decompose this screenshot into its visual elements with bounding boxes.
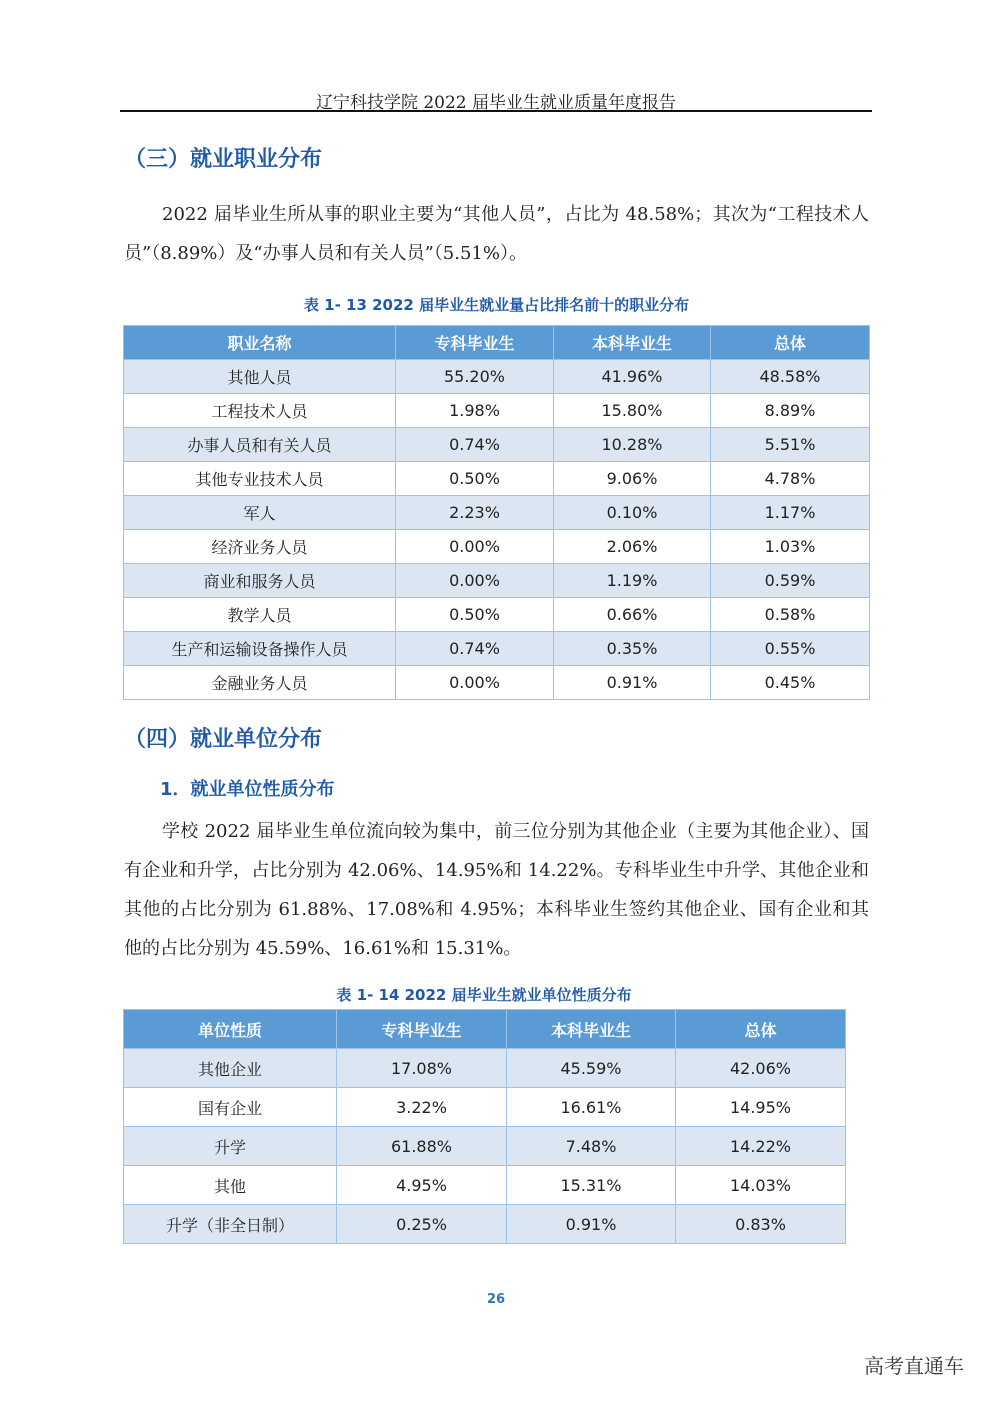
value-cell: 0.50% — [396, 598, 554, 632]
value-cell: 1.19% — [554, 564, 711, 598]
value-cell: 1.17% — [711, 496, 870, 530]
value-cell: 4.95% — [337, 1166, 507, 1205]
value-cell: 42.06% — [676, 1049, 846, 1088]
value-cell: 41.96% — [554, 360, 711, 394]
table-row — [124, 496, 870, 530]
value-cell: 0.74% — [396, 428, 554, 462]
value-cell: 0.00% — [396, 666, 554, 700]
section-3-heading: （三）就业职业分布 — [124, 147, 323, 172]
value-cell: 0.91% — [554, 666, 711, 700]
value-cell: 5.51% — [711, 428, 870, 462]
value-cell: 2.23% — [396, 496, 554, 530]
value-cell: 0.74% — [396, 632, 554, 666]
row-label-cell: 升学（非全日制） — [124, 1205, 337, 1244]
header-cell: 总体 — [711, 326, 870, 360]
table-row — [124, 1127, 846, 1166]
header-cell: 专科毕业生 — [396, 326, 554, 360]
watermark-text: 高考直通车 — [864, 1354, 964, 1378]
row-label-cell: 国有企业 — [124, 1088, 337, 1127]
page-number: 26 — [486, 1292, 506, 1307]
table-header-row — [124, 326, 870, 360]
value-cell: 10.28% — [554, 428, 711, 462]
table-1-13-caption: 表 1- 13 2022 届毕业生就业量占比排名前十的职业分布 — [303, 296, 690, 314]
row-label-cell: 升学 — [124, 1127, 337, 1166]
table-row — [124, 564, 870, 598]
value-cell: 9.06% — [554, 462, 711, 496]
value-cell: 45.59% — [507, 1049, 676, 1088]
value-cell: 15.80% — [554, 394, 711, 428]
table-row — [124, 598, 870, 632]
row-label-cell: 商业和服务人员 — [124, 564, 396, 598]
table-row — [124, 1166, 846, 1205]
table-row — [124, 360, 870, 394]
value-cell: 0.83% — [676, 1205, 846, 1244]
value-cell: 17.08% — [337, 1049, 507, 1088]
row-label-cell: 其他企业 — [124, 1049, 337, 1088]
value-cell: 4.78% — [711, 462, 870, 496]
table-row — [124, 632, 870, 666]
value-cell: 1.98% — [396, 394, 554, 428]
value-cell: 0.25% — [337, 1205, 507, 1244]
header-cell: 本科毕业生 — [507, 1010, 676, 1049]
value-cell: 0.10% — [554, 496, 711, 530]
value-cell: 0.91% — [507, 1205, 676, 1244]
section-4-paragraph: 学校 2022 届毕业生单位流向较为集中，前三位分别为其他企业（主要为其他企业）、国有企业和升学，占比分别为 42.06%、14.95%和 14.22%。专科毕业生中升学、其他企业和其他的占比分别为 61.88%、17.08%和 4.95%；本科毕业生签约其他企业、国有企业和其他的占比分别为 45.59%、16.61%和 15.31%。 — [124, 821, 869, 959]
value-cell: 16.61% — [507, 1088, 676, 1127]
header-cell: 本科毕业生 — [554, 326, 711, 360]
row-label-cell: 金融业务人员 — [124, 666, 396, 700]
value-cell: 55.20% — [396, 360, 554, 394]
table-row — [124, 462, 870, 496]
value-cell: 2.06% — [554, 530, 711, 564]
table-row — [124, 530, 870, 564]
header-cell: 单位性质 — [124, 1010, 337, 1049]
row-label-cell: 教学人员 — [124, 598, 396, 632]
value-cell: 0.00% — [396, 530, 554, 564]
header-divider — [120, 110, 872, 112]
row-label-cell: 工程技术人员 — [124, 394, 396, 428]
table-row — [124, 666, 870, 700]
header-cell: 总体 — [676, 1010, 846, 1049]
value-cell: 8.89% — [711, 394, 870, 428]
value-cell: 0.55% — [711, 632, 870, 666]
table-1-14-caption: 表 1- 14 2022 届毕业生就业单位性质分布 — [336, 986, 632, 1004]
value-cell: 3.22% — [337, 1088, 507, 1127]
value-cell: 14.95% — [676, 1088, 846, 1127]
table-header-row — [124, 1010, 846, 1049]
row-label-cell: 其他 — [124, 1166, 337, 1205]
value-cell: 61.88% — [337, 1127, 507, 1166]
row-label-cell: 办事人员和有关人员 — [124, 428, 396, 462]
table-row — [124, 1088, 846, 1127]
value-cell: 7.48% — [507, 1127, 676, 1166]
value-cell: 0.59% — [711, 564, 870, 598]
row-label-cell: 军人 — [124, 496, 396, 530]
row-label-cell: 经济业务人员 — [124, 530, 396, 564]
value-cell: 1.03% — [711, 530, 870, 564]
header-cell: 专科毕业生 — [337, 1010, 507, 1049]
value-cell: 0.35% — [554, 632, 711, 666]
row-label-cell: 其他专业技术人员 — [124, 462, 396, 496]
section-4-subheading: 1．就业单位性质分布 — [160, 779, 335, 800]
value-cell: 15.31% — [507, 1166, 676, 1205]
value-cell: 0.66% — [554, 598, 711, 632]
table-row — [124, 1205, 846, 1244]
value-cell: 0.45% — [711, 666, 870, 700]
section-3-paragraph: 2022 届毕业生所从事的职业主要为“其他人员”，占比为 48.58%；其次为“工程技术人员”（8.89%）及“办事人员和有关人员”（5.51%）。 — [124, 204, 869, 264]
header-cell: 职业名称 — [124, 326, 396, 360]
value-cell: 0.50% — [396, 462, 554, 496]
row-label-cell: 生产和运输设备操作人员 — [124, 632, 396, 666]
value-cell: 14.22% — [676, 1127, 846, 1166]
employer-type-table — [123, 1009, 846, 1244]
section-4-heading: （四）就业单位分布 — [124, 727, 323, 752]
value-cell: 48.58% — [711, 360, 870, 394]
table-row — [124, 394, 870, 428]
value-cell: 0.00% — [396, 564, 554, 598]
row-label-cell: 其他人员 — [124, 360, 396, 394]
value-cell: 14.03% — [676, 1166, 846, 1205]
occupation-distribution-table — [123, 325, 870, 700]
report-header-title: 辽宁科技学院 2022 届毕业生就业质量年度报告 — [315, 93, 677, 113]
value-cell: 0.58% — [711, 598, 870, 632]
table-row — [124, 1049, 846, 1088]
table-row — [124, 428, 870, 462]
